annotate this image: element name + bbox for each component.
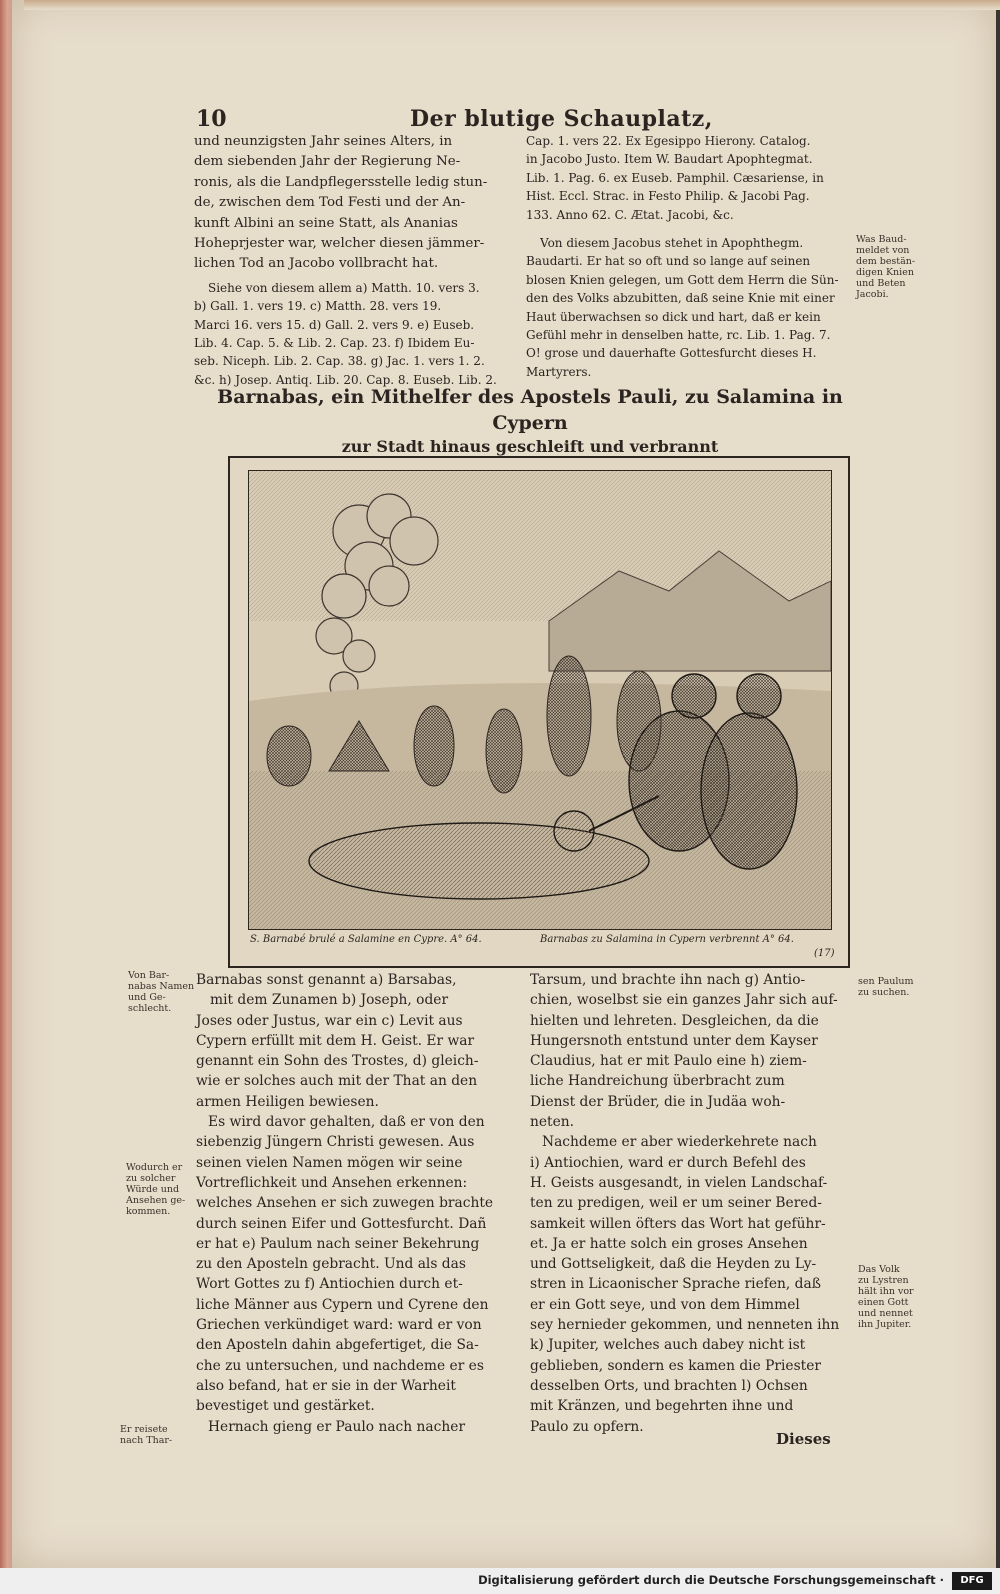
margin-note-line: Was Baud-	[856, 234, 907, 245]
engraving-image	[248, 470, 832, 930]
reference-line: &c. h) Josep. Antiq. Lib. 20. Cap. 8. Euseb. Lib. 2.	[194, 372, 497, 387]
reference-line: Hist. Eccl. Strac. in Festo Philip. & Jacobi Pag.	[526, 189, 810, 204]
text-line: Dienst der Brüder, die in Judäa woh-	[530, 1093, 786, 1110]
margin-note-line: zu Lystren	[858, 1275, 909, 1286]
top-left-references	[194, 279, 518, 389]
text-line: Haut überwachsen so dick und hart, daß er kein	[526, 309, 821, 324]
text-line: wie er solches auch mit der That an den	[196, 1073, 478, 1090]
margin-note-line: und Ge-	[128, 992, 166, 1003]
margin-note-line: sen Paulum	[858, 976, 914, 987]
running-title: Der blutige Schauplatz,	[410, 106, 713, 132]
plate-caption-right: Barnabas zu Salamina in Cypern verbrennt A° 64.	[540, 934, 794, 945]
margin-note-line: einen Gott	[858, 1297, 909, 1308]
margin-note-line: und nennet	[858, 1308, 913, 1319]
text-line: Von diesem Jacobus stehet in Apophthegm.	[540, 236, 804, 251]
text-line: H. Geists ausgesandt, in vielen Landschaf-	[530, 1174, 828, 1191]
text-line: Griechen verkündiget ward: ward er von	[196, 1317, 482, 1334]
text-line: armen Heiligen bewiesen.	[196, 1093, 379, 1110]
text-line: k) Jupiter, welches auch dabey nicht ist	[530, 1337, 806, 1354]
margin-note-line: und Beten	[856, 278, 906, 289]
text-line: Hernach gieng er Paulo nach nacher	[208, 1418, 466, 1435]
text-line: siebenzig Jüngern Christi gewesen. Aus	[196, 1134, 475, 1151]
top-right-references	[526, 132, 848, 224]
text-line: er ein Gott seye, und von dem Himmel	[530, 1296, 800, 1313]
text-line: Martyrers.	[526, 364, 592, 379]
text-line: lichen Tod an Jacobo vollbracht hat.	[194, 256, 439, 272]
top-left-column	[194, 132, 518, 389]
body-left-column	[196, 970, 520, 1437]
margin-note-names	[128, 970, 194, 1014]
text-line: Hungersnoth entstund unter dem Kayser	[530, 1032, 818, 1049]
reference-line: Cap. 1. vers 22. Ex Egesippo Hierony. Catalog.	[526, 134, 811, 148]
text-line: genannt ein Sohn des Trostes, d) gleich-	[196, 1053, 479, 1070]
reference-line: b) Gall. 1. vers 19. c) Matth. 28. vers 19.	[194, 299, 442, 314]
margin-note-line: meldet von	[856, 245, 910, 256]
text-line: also befand, hat er sie in der Warheit	[196, 1377, 456, 1394]
margin-note-line: hält ihn vor	[858, 1286, 914, 1297]
text-line: Hoheprjester war, welcher diesen jämmer-	[194, 236, 485, 252]
book-binding-edge	[0, 0, 12, 1594]
section-title-line1: Barnabas, ein Mithelfer des Apostels Pauli, zu Salamina in Cypern	[217, 386, 843, 434]
margin-note-line: schlecht.	[128, 1003, 172, 1014]
margin-note-dignity	[126, 1162, 185, 1217]
margin-note-people	[858, 1264, 914, 1330]
section-title-line2: zur Stadt hinaus geschleift und verbrannt	[341, 437, 719, 456]
margin-note-line: Würde und	[126, 1184, 180, 1195]
text-line: seinen vielen Namen mögen wir seine	[196, 1154, 463, 1171]
reference-line: seb. Niceph. Lib. 2. Cap. 38. g) Jac. 1. vers 1. 2.	[194, 354, 485, 369]
text-line: sey hernieder gekommen, und nenneten ihn	[530, 1317, 840, 1334]
page-top-edge	[24, 0, 1000, 10]
martyrdom-engraving	[249, 471, 831, 929]
page-number: 10	[196, 106, 227, 132]
reference-line: Siehe von diesem allem a) Matth. 10. vers 3.	[208, 280, 480, 295]
text-line: che zu untersuchen, und nachdeme er es	[196, 1357, 484, 1374]
text-line: Paulo zu opfern.	[530, 1418, 644, 1435]
text-line: Es wird davor gehalten, daß er von den	[208, 1114, 485, 1131]
text-line: den des Volks abzubitten, daß seine Knie mit einer	[526, 291, 835, 306]
dfg-logo: DFG	[952, 1572, 992, 1590]
plate-number: (17)	[814, 948, 835, 959]
text-line: Nachdeme er aber wiederkehrete nach	[542, 1134, 817, 1151]
margin-note-line: Ansehen ge-	[126, 1195, 186, 1206]
margin-note-tharsum	[120, 1424, 172, 1446]
margin-note-line: Er reisete	[120, 1424, 168, 1435]
text-line: blosen Knien gelegen, um Gott dem Herrn die Sün-	[526, 272, 839, 287]
text-line: Cypern erfüllt mit dem H. Geist. Er war	[196, 1032, 475, 1049]
text-line: und Gottseligkeit, daß die Heyden zu Ly-	[530, 1256, 817, 1273]
text-line: desselben Orts, und brachten l) Ochsen	[530, 1377, 808, 1394]
text-line: samkeit willen öfters das Wort hat geführ-	[530, 1215, 826, 1232]
reference-line: Lib. 1. Pag. 6. ex Euseb. Pamphil. Cæsariense, in	[526, 170, 824, 185]
margin-note-line: dem bestän-	[856, 256, 916, 267]
engraving-plate	[228, 456, 850, 968]
top-left-text	[194, 132, 518, 275]
text-line: durch seinen Eifer und Gottesfurcht. Dañ	[196, 1215, 487, 1232]
text-line: den Aposteln dahin abgefertiget, die Sa-	[196, 1337, 479, 1354]
text-line: dem siebenden Jahr der Regierung Ne-	[194, 154, 461, 170]
text-line: Barnabas sonst genannt a) Barsabas,	[196, 972, 457, 988]
margin-note-baudart	[856, 234, 915, 300]
footer-credit: Digitalisierung gefördert durch die Deutsche Forschungsgemeinschaft ·	[478, 1573, 944, 1587]
text-line: liche Männer aus Cypern und Cyrene den	[196, 1296, 489, 1313]
text-line: er hat e) Paulum nach seiner Bekehrung	[196, 1235, 480, 1252]
margin-note-line: digen Knien	[856, 267, 914, 278]
margin-note-line: zu solcher	[126, 1173, 176, 1184]
reference-line: 133. Anno 62. C. Ætat. Jacobi, &c.	[526, 207, 734, 222]
text-line: Joses oder Justus, war ein c) Levit aus	[196, 1012, 463, 1029]
text-line: liche Handreichung überbracht zum	[530, 1073, 785, 1090]
baudart-paragraph	[526, 234, 848, 381]
text-line: bevestiget und gestärket.	[196, 1398, 375, 1415]
margin-note-line: Von Bar-	[128, 970, 170, 981]
text-line: et. Ja er hatte solch ein groses Ansehen	[530, 1235, 808, 1252]
margin-note-line: Wodurch er	[126, 1162, 183, 1173]
text-line: kunft Albini an seine Statt, als Ananias	[194, 215, 458, 231]
text-line: mit dem Zunamen b) Joseph, oder	[210, 992, 449, 1009]
text-line: Vortreflichkeit und Ansehen erkennen:	[196, 1174, 468, 1191]
margin-note-line: zu suchen.	[858, 987, 910, 998]
text-line: Wort Gottes zu f) Antiochien durch et-	[196, 1276, 463, 1293]
text-line: Tarsum, und brachte ihn nach g) Antio-	[530, 972, 806, 988]
text-line: ten zu predigen, weil er um seiner Bered-	[530, 1195, 822, 1212]
margin-note-line: Jacobi.	[856, 289, 889, 300]
margin-note-paulum	[858, 976, 914, 998]
margin-note-line: kommen.	[126, 1206, 171, 1217]
reference-line: in Jacobo Justo. Item W. Baudart Apophtegmat.	[526, 152, 813, 167]
text-line: welches Ansehen er sich zuwegen brachte	[196, 1195, 494, 1212]
text-line: und neunzigsten Jahr seines Alters, in	[194, 134, 453, 149]
text-line: stren in Licaonischer Sprache riefen, daß	[530, 1276, 821, 1293]
reference-line: Lib. 4. Cap. 5. & Lib. 2. Cap. 23. f) Ibidem Eu-	[194, 336, 475, 351]
text-line: mit Kränzen, und begehrten ihne und	[530, 1398, 794, 1415]
catchword: Dieses	[776, 1430, 831, 1448]
text-line: geblieben, sondern es kamen die Priester	[530, 1357, 821, 1374]
text-line: Claudius, hat er mit Paulo eine h) ziem-	[530, 1053, 807, 1070]
text-line: zu den Aposteln gebracht. Und als das	[196, 1256, 466, 1273]
reference-line: Marci 16. vers 15. d) Gall. 2. vers 9. e) Euseb.	[194, 317, 475, 332]
text-line: hielten und lehreten. Desgleichen, da die	[530, 1012, 819, 1029]
plate-caption-left: S. Barnabé brulé a Salamine en Cypre. A° 64.	[250, 934, 482, 945]
margin-note-line: nabas Namen	[128, 981, 195, 992]
margin-note-line: ihn Jupiter.	[858, 1319, 912, 1330]
text-line: neten.	[530, 1114, 575, 1131]
digitization-footer	[0, 1568, 1000, 1594]
text-line: Gefühl mehr in denselben hatte, rc. Lib. 1. Pag. 7.	[526, 328, 831, 343]
text-line: chien, woselbst sie ein ganzes Jahr sich auf-	[530, 992, 838, 1009]
margin-note-line: nach Thar-	[120, 1435, 173, 1446]
text-line: i) Antiochien, ward er durch Befehl des	[530, 1154, 806, 1171]
margin-note-line: Das Volk	[858, 1264, 900, 1275]
text-line: de, zwischen dem Tod Festi und der An-	[194, 195, 466, 211]
top-right-column	[526, 132, 848, 381]
text-line: Baudarti. Er hat so oft und so lange auf seinen	[526, 254, 811, 269]
text-line: O! grose und dauerhafte Gottesfurcht dieses H.	[526, 346, 817, 361]
text-line: ronis, als die Landpflegersstelle ledig stun-	[194, 174, 488, 190]
body-right-column	[530, 970, 854, 1437]
